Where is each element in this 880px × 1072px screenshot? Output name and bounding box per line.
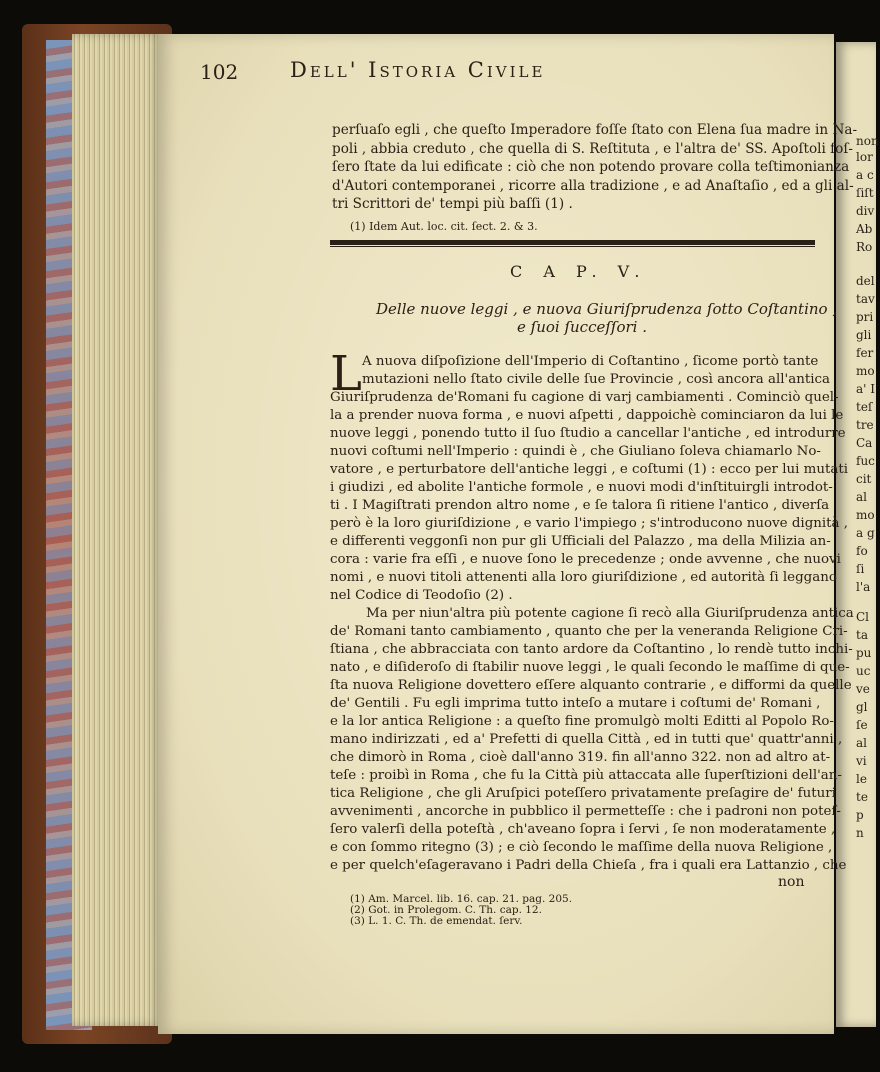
text-line: nato , e diſideroſo di ſtabilir nuove leggi , le quali ſecondo le maſſime di que-: [330, 660, 850, 675]
adjacent-page-fragment: tre: [856, 418, 874, 432]
adjacent-page-fragment: l'a: [856, 580, 871, 594]
text-line: i giudizi , ed abolite l'antiche formole , e nuovi modi d'inſtituirgli introdot-: [330, 480, 833, 495]
text-line: e con ſommo ritegno (3) ; e ciò ſecondo le maſſime della nuova Religione ,: [330, 840, 833, 855]
running-header: [200, 58, 760, 88]
adjacent-page-fragment: fo: [856, 544, 868, 558]
adjacent-page-fragment: ſiſt: [856, 186, 874, 200]
adjacent-page-fragment: a c: [856, 168, 874, 182]
adjacent-page-fragment: Ro: [856, 240, 873, 254]
text-line: ſero ſtate da lui edificate : ciò che non potendo provare colla teſtimonianza: [332, 159, 850, 175]
footnote: (2) Got. in Prolegom. C. Th. cap. 12.: [350, 904, 542, 916]
text-line: A nuova diſpoſizione dell'Imperio di Coſtantino , ſicome portò tante: [362, 354, 819, 369]
adjacent-page-fragment: al: [856, 490, 867, 504]
adjacent-page-fragment: p: [856, 808, 864, 822]
text-line: de' Gentili . Fu egli imprima tutto inteſo a mutare i coſtumi de' Romani ,: [330, 696, 821, 711]
text-line: nuove leggi , ponendo tutto il ſuo ſtudio a cancellar l'antiche , ed introdurre: [330, 426, 846, 441]
text-line: ti . I Magiſtrati prendon altro nome , e ſe talora ſi ritiene l'antico , diverſa: [330, 498, 830, 513]
text-line: e per quelch'eſageravano i Padri della Chieſa , fra i quali era Lattanzio , che: [330, 858, 847, 873]
text-line: de' Romani tanto cambiamento , quanto che per la veneranda Religione Cri-: [330, 624, 848, 639]
section-rule-thin: [330, 246, 815, 247]
adjacent-page-fragment: non: [856, 134, 879, 148]
text-line: perſuaſo egli , che queſto Imperadore foſſe ſtato con Elena ſua madre in Na-: [332, 122, 858, 138]
running-head-title: Dell' Istoria Civile: [290, 58, 546, 82]
adjacent-page-fragment: pu: [856, 646, 872, 660]
adjacent-page-fragment: ſi: [856, 562, 865, 576]
adjacent-page-fragment: Ca: [856, 436, 873, 450]
text-line: ſtiana , che abbracciata con tanto ardore da Coſtantino , lo rendè tutto inchi-: [330, 642, 853, 657]
adjacent-page-fragment: Ab: [856, 222, 873, 236]
text-line: mano indirizzati , ed a' Prefetti di quella Città , ed in tutti que' quattr'anni ,: [330, 732, 843, 747]
drop-cap: L: [330, 346, 362, 402]
page-number: 102: [200, 60, 239, 84]
text-line: ſero valerſi della poteſtà , ch'aveano ſopra i ſervi , ſe non moderatamente ,: [330, 822, 836, 837]
text-line: nuovi coſtumi nell'Imperio : quindi è , che Giuliano ſoleva chiamarlo No-: [330, 444, 821, 459]
adjacent-page-fragment: uc: [856, 664, 871, 678]
text-line: nomi , e nuovi titoli attenenti alla loro giuriſdizione , ed autorità ſi leggano: [330, 570, 837, 585]
text-line: tri Scrittori de' tempi più baſſi (1) .: [332, 196, 573, 212]
adjacent-page-fragment: div: [856, 204, 875, 218]
chapter-title-line-1: Delle nuove leggi , e nuova Giuriſprudenza ſotto Coſtantino ,: [376, 300, 838, 318]
adjacent-page-fragment: a' I: [856, 382, 876, 396]
page-edges: [72, 34, 162, 1026]
footnote: (3) L. 1. C. Th. de emendat. ſerv.: [350, 915, 523, 927]
text-line: teſe : proibì in Roma , che fu la Città più attaccata alle ſuperſtizioni dell'an-: [330, 768, 842, 783]
adjacent-page-fragment: tav: [856, 292, 875, 306]
text-line: tica Religione , che gli Aruſpici poteſſero privatamente preſagire de' futuri: [330, 786, 836, 801]
adjacent-page-fragment: mo: [856, 508, 875, 522]
adjacent-page-fragment: teſ: [856, 400, 873, 414]
text-line: ſta nuova Religione dovettero eſſere alquanto contrarie , e difformi da quelle: [330, 678, 852, 693]
adjacent-page-fragment: fer: [856, 346, 874, 360]
text-line: e la lor antica Religione : a queſto fine promulgò molti Editti al Popolo Ro-: [330, 714, 834, 729]
adjacent-page-fragment: cit: [856, 472, 872, 486]
adjacent-page-fragment: ſe: [856, 718, 868, 732]
adjacent-page-fragment: fuc: [856, 454, 875, 468]
chapter-heading: C A P. V.: [510, 262, 648, 281]
text-line: vatore , e perturbatore dell'antiche leggi , e coſtumi (1) : ecco per lui mutati: [330, 462, 848, 477]
adjacent-page-fragment: a g: [856, 526, 875, 540]
text-line: e differenti veggonſi non pur gli Ufficiali del Palazzo , ma della Milizia an-: [330, 534, 831, 549]
text-line: però è la loro giuriſdizione , e vario l'impiego ; s'introducono nuove dignità ,: [330, 516, 849, 531]
section-rule: [330, 240, 815, 245]
adjacent-page-fragment: pri: [856, 310, 874, 324]
text-line: che dimorò in Roma , cioè dall'anno 319. fin all'anno 322. non ad altro at-: [330, 750, 831, 765]
text-line: la a prender nuova forma , e nuovi aſpetti , dappoichè cominciaron da lui le: [330, 408, 844, 423]
catchword: non: [778, 874, 805, 890]
adjacent-page-fragment: ta: [856, 628, 868, 642]
adjacent-page-fragment: te: [856, 790, 868, 804]
top-footnote: (1) Idem Aut. loc. cit. ſect. 2. & 3.: [350, 220, 538, 233]
text-line: d'Autori contemporanei , ricorre alla tradizione , e ad Anaſtaſio , ed a gli al-: [332, 177, 854, 194]
adjacent-page-fragment: gl: [856, 700, 868, 714]
adjacent-page-fragment: vi: [856, 754, 867, 768]
chapter-title-line-2: e ſuoi ſucceſſori .: [517, 318, 647, 336]
adjacent-page-fragment: mo: [856, 364, 875, 378]
text-line: Ma per niun'altra più potente cagione ſi recò alla Giuriſprudenza antica: [366, 606, 854, 621]
footnote: (1) Am. Marcel. lib. 16. cap. 21. pag. 205.: [350, 893, 573, 905]
adjacent-page-fragment: le: [856, 772, 867, 786]
adjacent-page-fragment: Cl: [856, 610, 870, 624]
text-line: mutazioni nello ſtato civile delle ſue Provincie , così ancora all'antica: [362, 372, 830, 387]
adjacent-page-fragment: al: [856, 736, 867, 750]
adjacent-page-fragment: lor: [856, 150, 873, 164]
text-line: cora : varie fra eſſi , e nuove ſono le precedenze ; onde avvenne , che nuovi: [330, 552, 841, 567]
adjacent-page-fragment: gli: [856, 328, 872, 342]
adjacent-page-fragment: n: [856, 826, 864, 840]
text-line: avvenimenti , ancorche in pubblico il permetteſſe : che i padroni non poteſ-: [330, 804, 841, 819]
adjacent-page-fragment: del: [856, 274, 875, 288]
adjacent-page-fragment: ve: [856, 682, 870, 696]
text-line: poli , abbia creduto , che quella di S. Reſtituta , e l'altra de' SS. Apoſtoli foſ-: [332, 140, 853, 157]
text-line: Giuriſprudenza de'Romani fu cagione di varj cambiamenti . Cominciò quel-: [330, 390, 839, 405]
text-line: nel Codice di Teodoſio (2) .: [330, 588, 513, 603]
